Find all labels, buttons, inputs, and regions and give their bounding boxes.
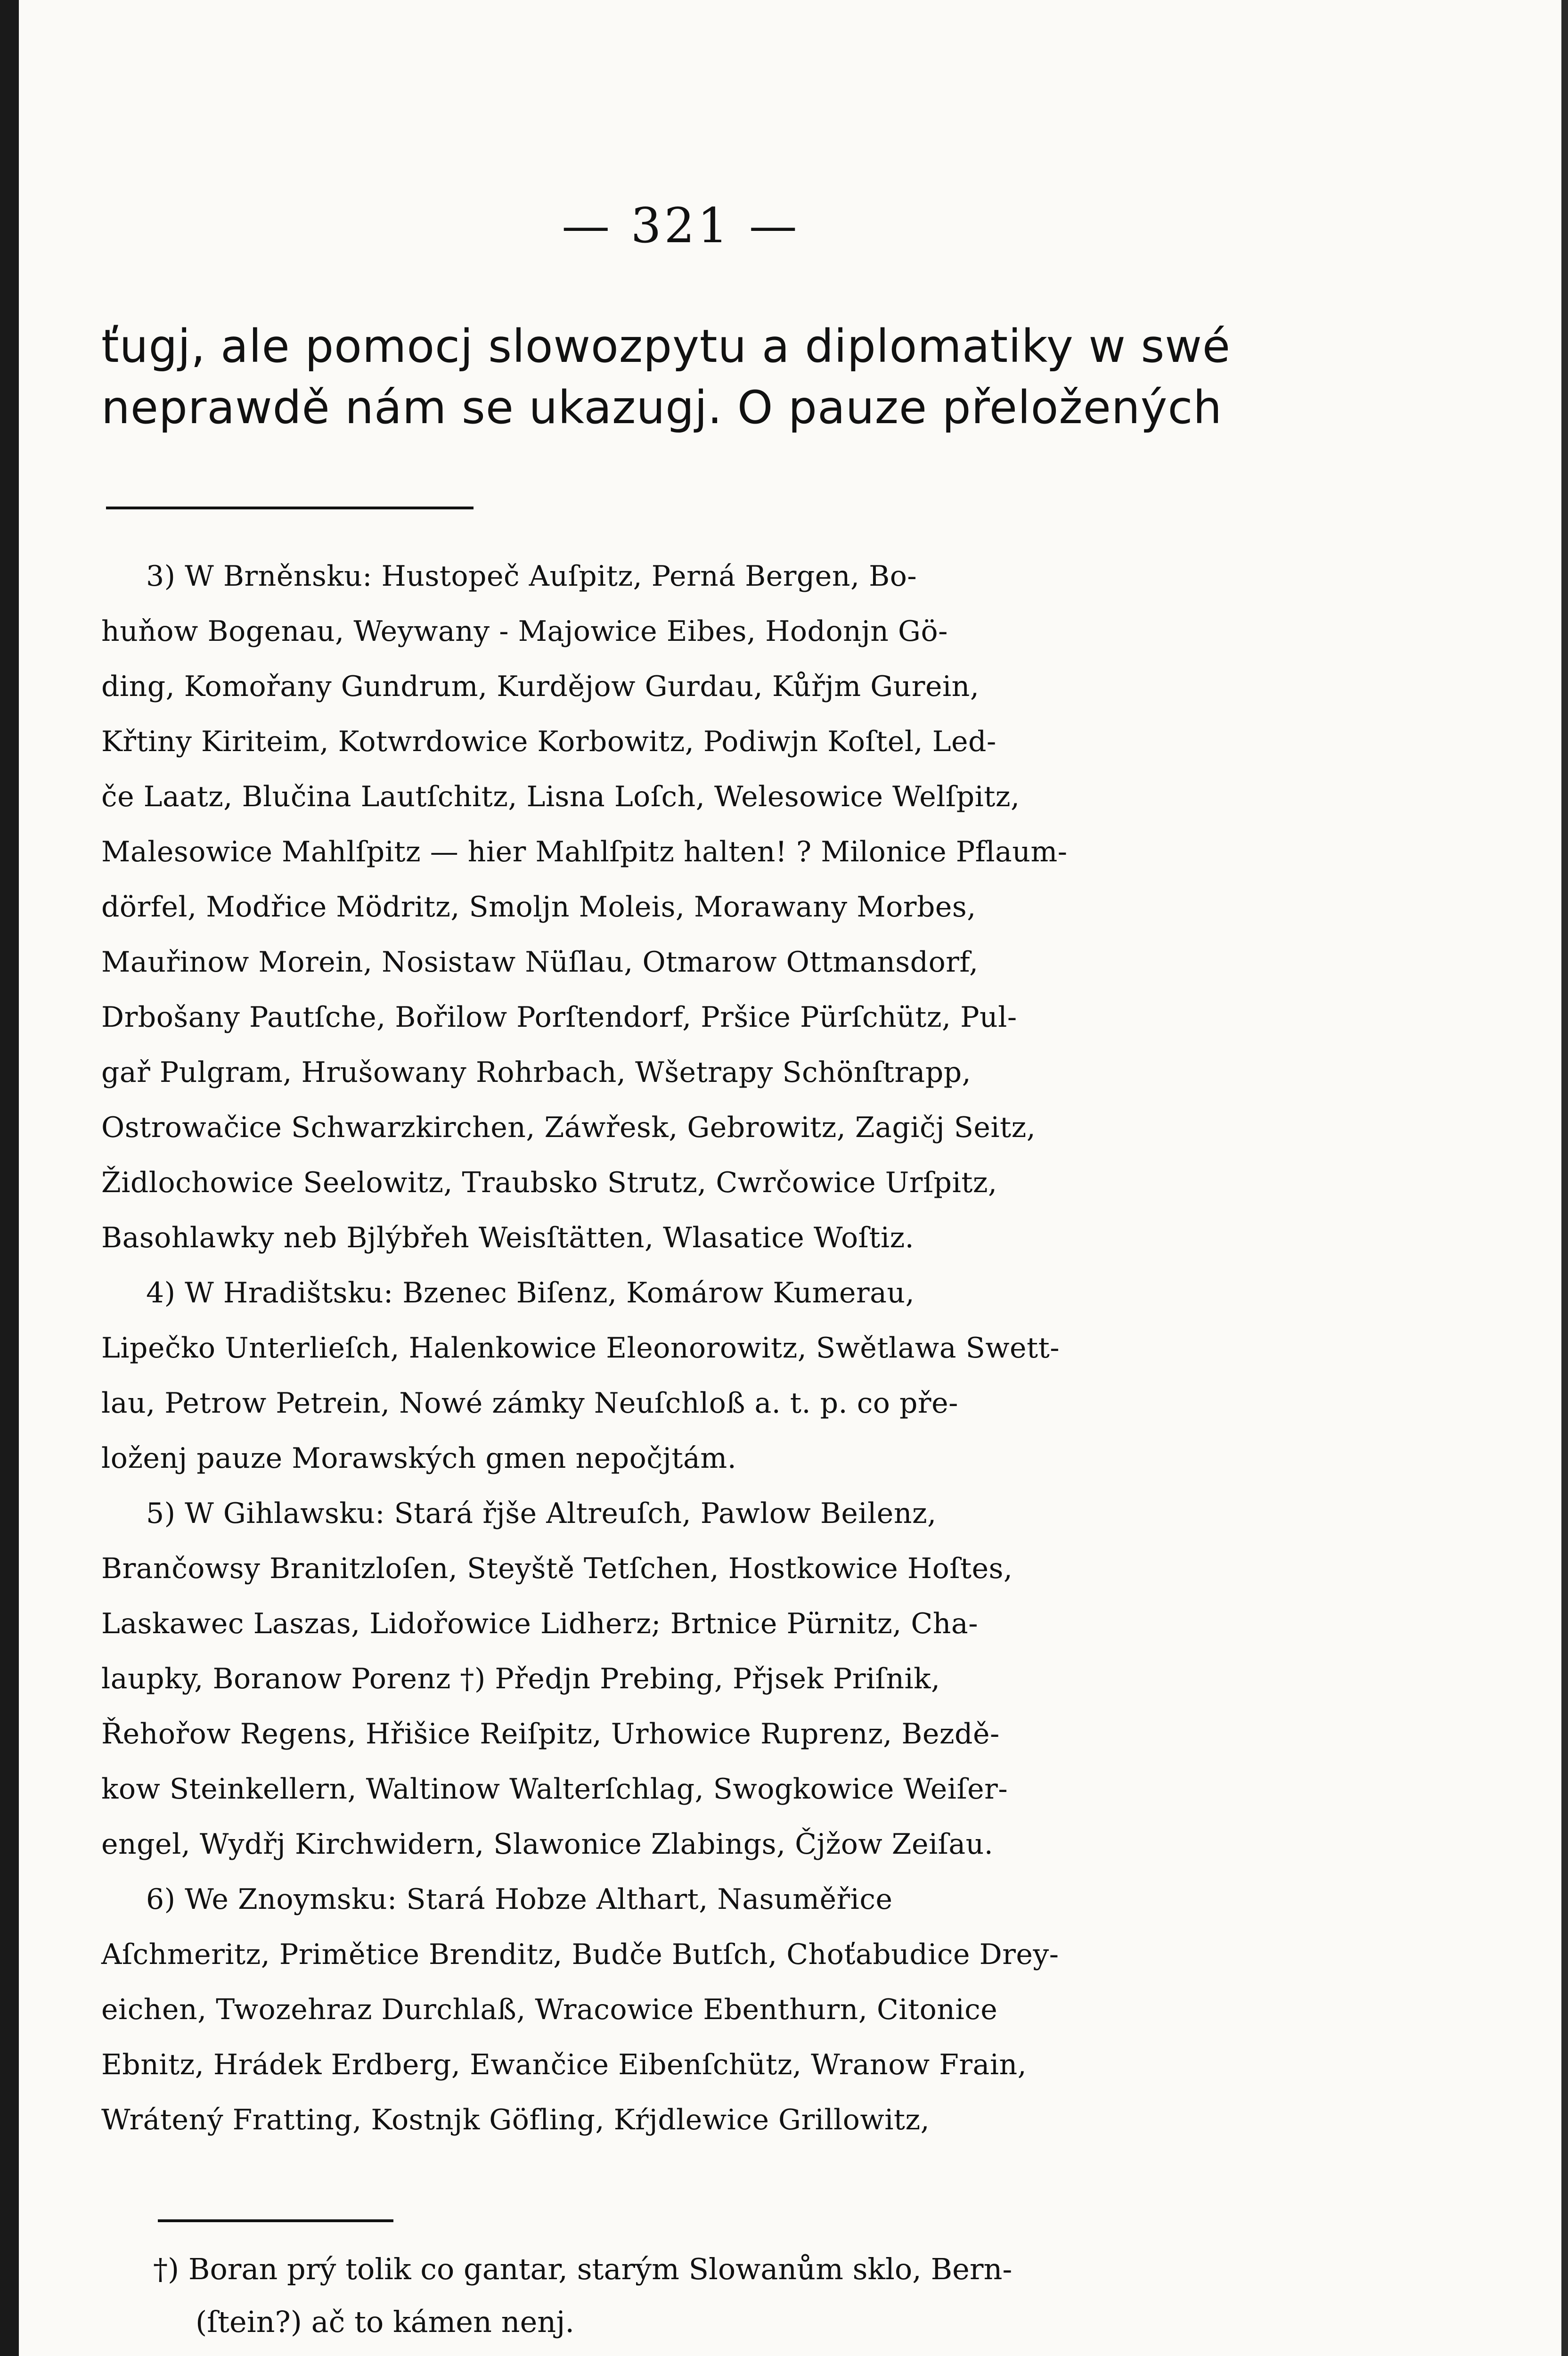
footnote-line: 5) W Gihlawsku: Stará řjše Altreuſch, Pawlow Beilenz, — [146, 1497, 937, 1530]
footnote-line: Laskawec Laszas, Lidořowice Lidherz; Brtnice Pürnitz, Cha- — [101, 1607, 978, 1640]
footnote-line: 3) W Brněnsku: Hustopeč Auſpitz, Perná Bergen, Bo- — [146, 560, 917, 593]
footnote-line: Mauřinow Morein, Nosistaw Nüſlau, Otmarow Ottmansdorf, — [101, 946, 979, 979]
footnote-line: Lipečko Unterlieſch, Halenkowice Eleonorowitz, Swětlawa Swett- — [101, 1332, 1060, 1365]
top-text-block — [101, 316, 1260, 438]
footnote-line: Basohlawky neb Bjlýbřeh Weisſtätten, Wlasatice Woſtiz. — [101, 1221, 915, 1254]
footnote-line: Malesowice Mahlſpitz — hier Mahlſpitz halten! ? Milonice Pflaum- — [101, 835, 1068, 868]
note-line: (ſtein?) ač to kámen nenj. — [196, 2305, 575, 2339]
footnote-line: lau, Petrow Petrein, Nowé zámky Neuſchloß a. t. p. co pře- — [101, 1387, 958, 1420]
page-left-shadow — [0, 0, 19, 2356]
footnote-line: Drbošany Pautſche, Bořilow Porſtendorf, Pršice Pürſchütz, Pul- — [101, 1001, 1017, 1034]
note-line: †) Boran prý tolik co gantar, starým Slowanům sklo, Bern- — [153, 2252, 1013, 2286]
footnote-line: Brančowsy Branitzloſen, Steyště Tetſchen, Hostkowice Hoſtes, — [101, 1552, 1013, 1585]
footnote-line: laupky, Boranow Porenz †) Předjn Prebing, Přjsek Priſnik, — [101, 1662, 940, 1695]
footnote-line: 6) We Znoymsku: Stará Hobze Althart, Nasuměřice — [146, 1883, 893, 1916]
footnote-line: engel, Wydřj Kirchwidern, Slawonice Zlabings, Čjžow Zeiſau. — [101, 1828, 994, 1861]
footnote-line: če Laatz, Blučina Lautſchitz, Lisna Loſch, Welesowice Welſpitz, — [101, 780, 1020, 813]
footnote-line: Wrátený Fratting, Kostnjk Göfling, Kŕjdlewice Grillowitz, — [101, 2103, 930, 2136]
footnote-line: huňow Bogenau, Weywany - Majowice Eibes, Hodonjn Gö- — [101, 615, 948, 648]
footnote-line: Křtiny Kiriteim, Kotwrdowice Korbowitz, Podiwjn Koſtel, Led- — [101, 725, 996, 758]
page-number: — 321 — — [562, 198, 800, 254]
text-line: neprawdě nám se ukazugj. O pauze přeložených — [101, 381, 1223, 434]
footnote-line: dörfel, Modřice Mödritz, Smoljn Moleis, Morawany Morbes, — [101, 891, 976, 924]
footnote-line: eichen, Twozehraz Durchlaß, Wracowice Ebenthurn, Citonice — [101, 1993, 998, 2026]
footnote-line: 4) W Hradištsku: Bzenec Biſenz, Komárow Kumerau, — [146, 1276, 915, 1309]
footnote-line: Řehořow Regens, Hřišice Reiſpitz, Urhowice Ruprenz, Bezdě- — [101, 1718, 1000, 1751]
bottom-note-block — [101, 2243, 1260, 2348]
footnote-line: Ebnitz, Hrádek Erdberg, Ewančice Eibenſchütz, Wranow Frain, — [101, 2048, 1027, 2081]
footnote-line: gař Pulgram, Hrušowany Rohrbach, Wšetrapy Schönſtrapp, — [101, 1056, 972, 1089]
footnotes-block — [101, 549, 1260, 2148]
footnote-line: Ostrowačice Schwarzkirchen, Záwřesk, Gebrowitz, Zagičj Seitz, — [101, 1111, 1036, 1144]
footnote-divider — [106, 507, 474, 509]
footnote-line: ding, Komořany Gundrum, Kurdějow Gurdau, Kůřjm Gurein, — [101, 670, 980, 703]
footnote-line: loženj pauze Morawských gmen nepočjtám. — [101, 1442, 737, 1475]
text-line: ťugj, ale pomocj slowozpytu a diplomatiky w swé — [101, 320, 1231, 373]
footnote-line: kow Steinkellern, Waltinow Walterſchlag, Swogkowice Weiſer- — [101, 1773, 1008, 1806]
note-divider — [158, 2219, 393, 2222]
page-right-edge — [1561, 0, 1568, 2356]
footnote-line: Židlochowice Seelowitz, Traubsko Strutz, Cwrčowice Urſpitz, — [101, 1166, 997, 1199]
footnote-line: Aſchmeritz, Primětice Brenditz, Budče Butſch, Choťabudice Drey- — [101, 1938, 1059, 1971]
